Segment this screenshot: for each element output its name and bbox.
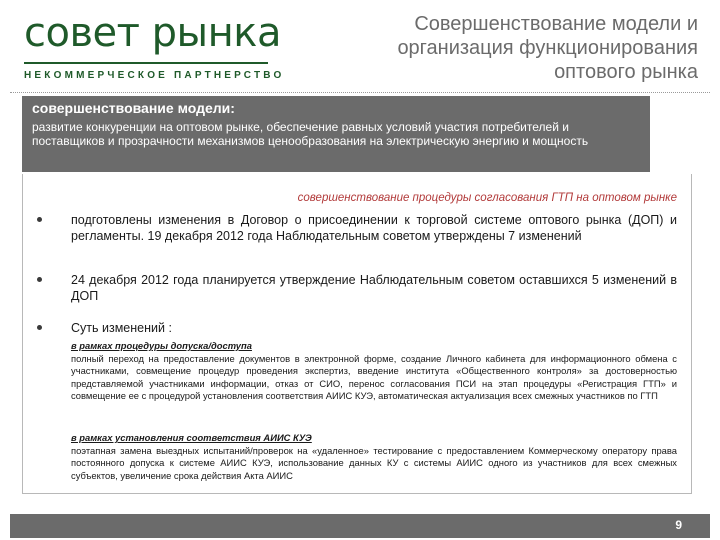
logo-tagline: НЕКОММЕРЧЕСКОЕ ПАРТНЕРСТВО: [24, 70, 285, 81]
banner-heading: совершенствование модели:: [32, 100, 235, 116]
model-banner: [22, 96, 650, 172]
logo: [24, 10, 284, 81]
content-panel: [22, 174, 692, 494]
bullet-icon: [37, 325, 42, 330]
section-heading: в рамках процедуры допуска/доступа: [71, 340, 252, 351]
bullet-icon: [37, 217, 42, 222]
section-access: [71, 340, 677, 403]
section-text: полный переход на предоставление документов в электронной форме, создание Личного кабинета для информационного обмена с участниками, совмещение процедур проведения экспертиз, введение института «Общественного контроля» за достоверностью представляемой участниками информации, отказ от СИО, перенос согласования ПСИ на этап процедуры «Регистрация ГТП» и совмещение ее с процедурой установления соответствия АИИС КУЭ, автоматическая актуализация всех смежных участников по ГТП: [71, 352, 677, 402]
bullet-item: [37, 320, 677, 336]
bullet-item: [37, 272, 677, 304]
bullet-text: Суть изменений :: [71, 321, 172, 335]
page-number: 9: [675, 518, 682, 532]
section-heading: в рамках установления соответствия АИИС КУЭ: [71, 432, 312, 443]
logo-name: совет рынка: [24, 10, 281, 56]
bullet-item: [37, 212, 677, 244]
bullet-text: 24 декабря 2012 года планируется утверждение Наблюдательным советом оставшихся 5 изменений в ДОП: [71, 273, 677, 303]
bullet-text: подготовлены изменения в Договор о присоединении к торговой системе оптового рынка (ДОП) и регламенты. 19 декабря 2012 года Наблюдательным советом утверждены 7 изменений: [71, 213, 677, 243]
banner-text: развитие конкуренции на оптовом рынке, обеспечение равных условий участия потребителей и поставщиков и прозрачности механизмов ценообразования на электрическую энергию и мощность: [32, 120, 589, 148]
header-divider: [10, 92, 710, 93]
logo-divider: [24, 62, 268, 64]
page-title: Совершенствование модели и организация функционирования оптового рынка: [397, 13, 698, 83]
section-text: поэтапная замена выездных испытаний/проверок на «удаленное» тестирование с предоставлением Коммерческому оператору права постоянного допуска к системе АИИС КУЭ, использование данных КУ с системы АИИС одного из участников для всех смежных субъектов, увеличение срока действия Акта АИИС: [71, 444, 677, 481]
bullet-icon: [37, 277, 42, 282]
content-subtitle: совершенствование процедуры согласования ГТП на оптовом рынке: [297, 192, 677, 204]
section-aiis: [71, 432, 677, 482]
footer-bar: [10, 514, 710, 538]
